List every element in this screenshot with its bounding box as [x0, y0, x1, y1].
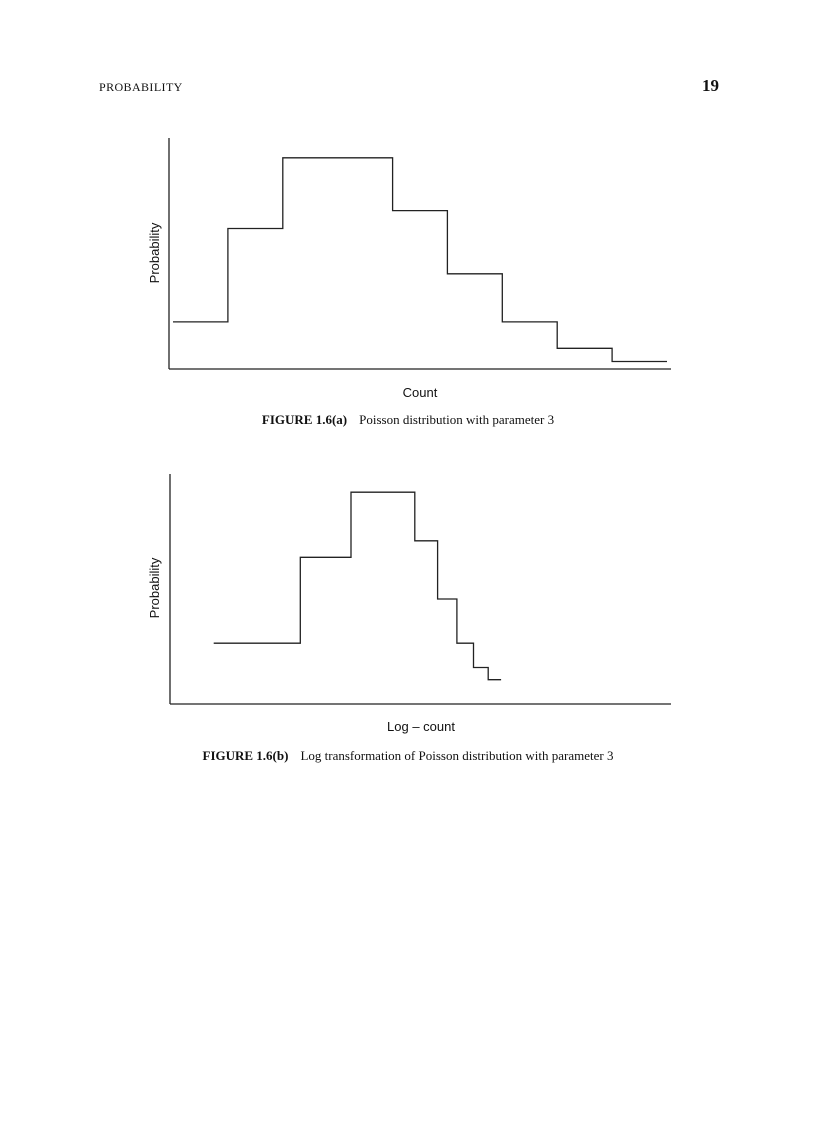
x-axis-label: Log – count: [387, 719, 455, 734]
page-number: 19: [702, 76, 719, 95]
figure-a-number: FIGURE 1.6(a): [261, 412, 348, 427]
figure-a-caption-text: Poisson distribution with parameter 3: [359, 412, 555, 427]
figure-b-caption: [0, 748, 816, 764]
running-head: PROBABILITY: [99, 80, 183, 94]
figure-b-number: FIGURE 1.6(b): [202, 748, 289, 763]
y-axis-label: Probability: [147, 222, 162, 284]
probability-step-line: [214, 492, 501, 680]
figure-b-caption-text: Log transformation of Poisson distribution with parameter 3: [300, 748, 614, 763]
x-axis-label: Count: [402, 385, 438, 400]
y-axis-label: Probability: [147, 557, 162, 619]
